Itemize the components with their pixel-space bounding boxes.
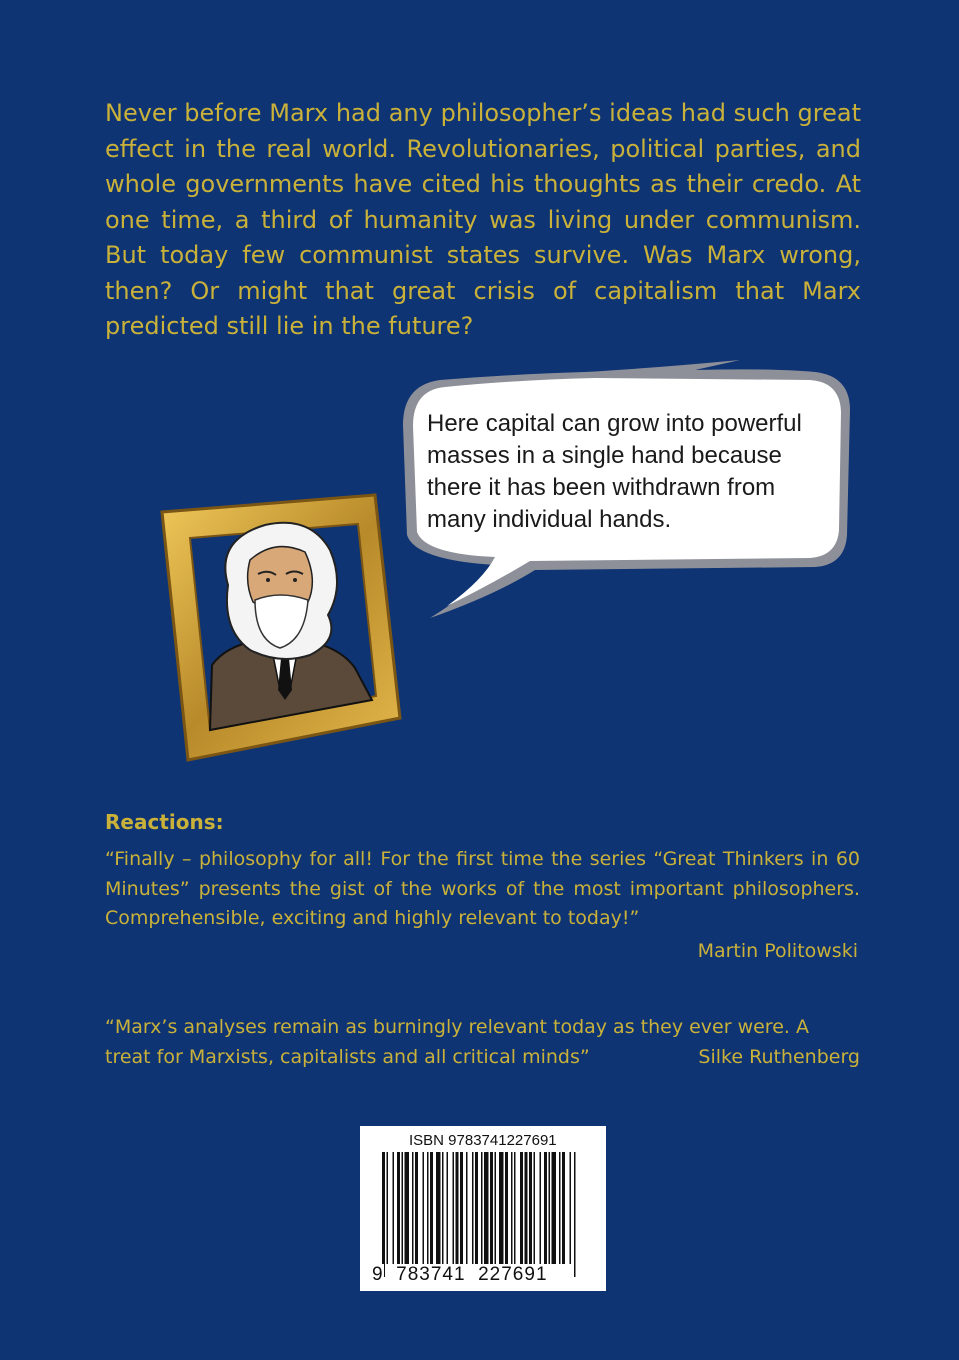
speech-line: many individual hands. xyxy=(427,506,672,533)
barcode-bar xyxy=(475,1152,478,1264)
isbn-group1: 783741 xyxy=(396,1264,466,1285)
speech-line: masses in a single hand because xyxy=(427,442,782,469)
barcode-bar xyxy=(562,1152,565,1264)
barcode-bar xyxy=(544,1152,547,1264)
barcode-bar xyxy=(559,1152,561,1264)
barcode-bar xyxy=(402,1152,404,1264)
barcode-bars xyxy=(380,1152,580,1277)
speech-line: there it has been withdrawn from xyxy=(427,474,776,501)
isbn-digits xyxy=(372,1264,597,1286)
barcode-bar xyxy=(529,1152,532,1264)
barcode-bar xyxy=(570,1152,572,1264)
barcode-bar xyxy=(499,1152,504,1264)
barcode-bar xyxy=(525,1152,528,1264)
barcode-bar xyxy=(484,1152,489,1264)
isbn-label: ISBN 9783741227691 xyxy=(409,1132,557,1149)
review-quote-line: “Marx’s analyses remain as burningly relevant today as they ever were. A xyxy=(105,1016,809,1038)
barcode-bar xyxy=(447,1152,449,1264)
isbn-lead-digit: 9 xyxy=(372,1264,384,1285)
isbn-barcode xyxy=(360,1126,606,1291)
barcode-bar xyxy=(442,1152,444,1264)
barcode-bar xyxy=(393,1152,395,1264)
barcode-bar xyxy=(472,1152,474,1264)
barcode-bar xyxy=(436,1152,441,1264)
barcode-bar xyxy=(511,1152,513,1264)
barcode-bar xyxy=(549,1152,551,1264)
barcode-bar xyxy=(520,1152,523,1264)
barcode-bar xyxy=(415,1152,418,1264)
barcode-bar xyxy=(552,1152,557,1264)
barcode-bar xyxy=(540,1152,542,1264)
barcode-bar xyxy=(405,1152,410,1264)
barcode-bar xyxy=(427,1152,429,1264)
barcode-bar xyxy=(412,1152,414,1264)
barcode-bar xyxy=(490,1152,493,1264)
barcode-bar xyxy=(453,1152,455,1264)
barcode-bar xyxy=(534,1152,536,1264)
barcode-bar xyxy=(574,1152,576,1277)
reactions-heading: Reactions: xyxy=(105,810,224,834)
review-author: Martin Politowski xyxy=(697,940,858,962)
barcode-bar xyxy=(456,1152,459,1264)
barcode-bar xyxy=(430,1152,433,1264)
barcode-bar xyxy=(387,1152,389,1264)
speech-bubble-text xyxy=(427,408,827,536)
barcode-bar xyxy=(505,1152,508,1264)
review-quote xyxy=(105,1013,860,1072)
review-author: Silke Ruthenberg xyxy=(698,1045,860,1068)
speech-line: Here capital can grow into powerful xyxy=(427,410,802,437)
isbn-group2: 227691 xyxy=(478,1264,548,1285)
back-cover-blurb: Never before Marx had any philosopher’s ideas had such great effect in the real world. Revolutionaries, political parties, and whole governments have cited his thoughts as their credo. At one time, a third of humanity was living under communism. But today few communist states survive. Was Marx wrong, then? Or might that great crisis of capitalism that Marx predicted still lie in the future? xyxy=(105,99,861,340)
barcode-bar xyxy=(382,1152,385,1277)
barcode-bar xyxy=(481,1152,483,1277)
barcode-bar xyxy=(423,1152,425,1264)
marx-portrait-illustration xyxy=(150,490,410,770)
barcode-bar xyxy=(460,1152,463,1264)
barcode-bar xyxy=(495,1152,497,1264)
barcode-bar xyxy=(514,1152,516,1264)
review-quote-text: treat for Marxists, capitalists and all critical minds” xyxy=(105,1045,590,1068)
review-quote: “Finally – philosophy for all! For the first time the series “Great Thinkers in 60 Minutes” presents the gist of the works of the most important philosophers. Comprehensible, exciting and highly relevant to today!” xyxy=(105,848,860,929)
barcode-bar xyxy=(466,1152,468,1264)
barcode-bar xyxy=(397,1152,400,1264)
review-quote-line xyxy=(105,1043,860,1073)
